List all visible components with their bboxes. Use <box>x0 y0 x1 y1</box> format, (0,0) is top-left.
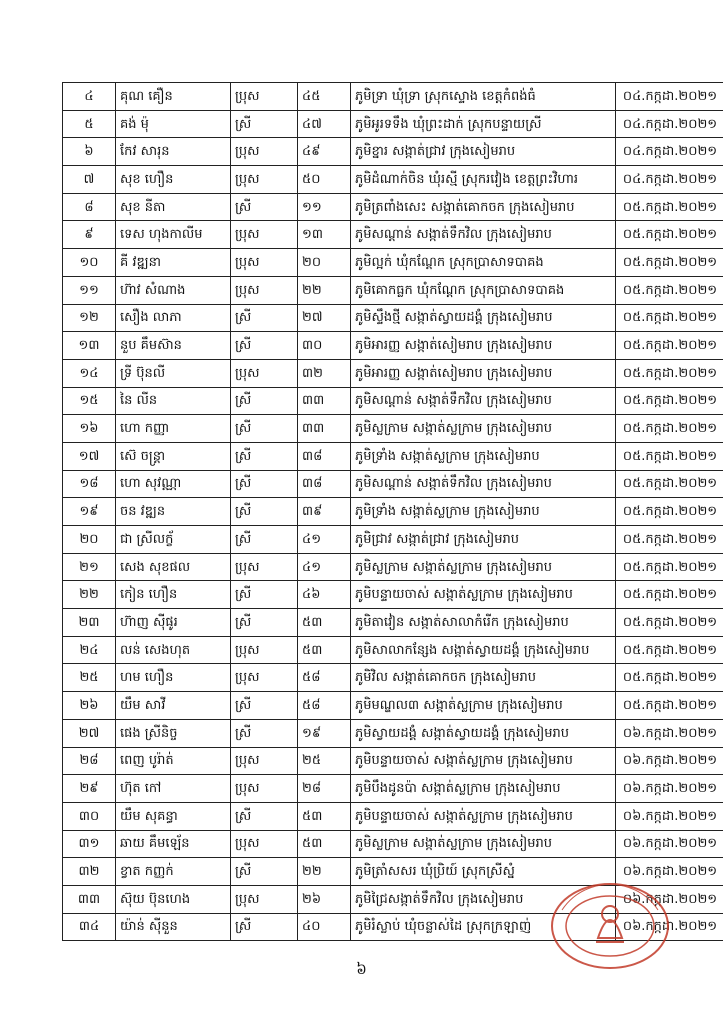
cell-sex: ស្រី <box>231 719 298 747</box>
table-row <box>63 332 723 360</box>
cell-sex: ស្រី <box>231 609 298 637</box>
cell-address: ភូមិសណ្តាន់ សង្កាត់ទឹកវិល ក្រុងសៀមរាប <box>351 387 616 415</box>
cell-address: ភូមិសាលាកន្សែង សង្កាត់ស្វាយដង្គំ ក្រុងសៀមរាប <box>351 636 616 664</box>
cell-address: ភូមិល្អក់ ឃុំកណ្តែក ស្រុកប្រាសាទបាគង <box>351 249 616 277</box>
cell-sex: ប្រុស <box>231 885 298 913</box>
cell-age: ២២ <box>298 276 351 304</box>
cell-row-number: ៥ <box>63 110 116 138</box>
cell-person-name: គី វឌ្ឍនា <box>116 249 231 277</box>
cell-sex: ស្រី <box>231 692 298 720</box>
table-row <box>63 470 723 498</box>
cell-address: ភូមិបន្ទាយចាស់ សង្កាត់ស្លក្រាម ក្រុងសៀមរាប <box>351 581 616 609</box>
cell-date: ០៦.កក្កដា.២០២១ <box>616 858 723 886</box>
cell-row-number: ៣១ <box>63 830 116 858</box>
cell-row-number: ៦ <box>63 138 116 166</box>
table-row <box>63 276 723 304</box>
cell-address: ភូមិជ្រាវ សង្កាត់ជ្រាវ ក្រុងសៀមរាប <box>351 526 616 554</box>
cell-sex: ស្រី <box>231 442 298 470</box>
cell-date: ០៦.កក្កដា.២០២១ <box>616 775 723 803</box>
cell-address: ភូមិមណ្ឌល៣ សង្កាត់ស្លក្រាម ក្រុងសៀមរាប <box>351 692 616 720</box>
cell-row-number: ២២ <box>63 581 116 609</box>
cell-address: ភូមិស្វាយដង្គំ សង្កាត់ស្វាយដង្គំ ក្រុងសៀមរាប <box>351 719 616 747</box>
cell-address: ភូមិត្រពាំងសេះ សង្កាត់គោកចក ក្រុងសៀមរាប <box>351 193 616 221</box>
cell-sex: ប្រុស <box>231 83 298 111</box>
cell-address: ភូមិទ្រា ឃុំទ្រា ស្រុកស្ទោង ខេត្តកំពង់ធំ <box>351 83 616 111</box>
cell-date: ០៦.កក្កដា.២០២១ <box>616 802 723 830</box>
cell-age: ៥៣ <box>298 802 351 830</box>
cell-address: ភូមិអូរទទឹង ឃុំព្រះដាក់ ស្រុកបន្ទាយស្រី <box>351 110 616 138</box>
cell-date: ០៥.កក្កដា.២០២១ <box>616 387 723 415</box>
cell-sex: ស្រី <box>231 581 298 609</box>
cell-address: ភូមិខ្នារ សង្កាត់ជ្រាវ ក្រុងសៀមរាប <box>351 138 616 166</box>
cell-age: ៣២ <box>298 359 351 387</box>
cell-sex: ប្រុស <box>231 747 298 775</box>
cell-person-name: សេង សុខផល <box>116 553 231 581</box>
cell-address: ភូមិបន្ទាយចាស់ សង្កាត់ស្លក្រាម ក្រុងសៀមរាប <box>351 747 616 775</box>
cell-person-name: សុខ ហឿន <box>116 166 231 194</box>
table-row <box>63 775 723 803</box>
cell-date: ០៤.កក្កដា.២០២១ <box>616 166 723 194</box>
cell-row-number: ២០ <box>63 526 116 554</box>
cell-person-name: ពេញ បូរ៉ាត់ <box>116 747 231 775</box>
cell-age: ៣៨ <box>298 470 351 498</box>
cell-age: ៤១ <box>298 553 351 581</box>
cell-sex: ប្រុស <box>231 553 298 581</box>
cell-row-number: ៩ <box>63 221 116 249</box>
table-row <box>63 636 723 664</box>
cell-age: ៤៥ <box>298 83 351 111</box>
table-row <box>63 830 723 858</box>
cell-sex: ប្រុស <box>231 664 298 692</box>
table-row <box>63 442 723 470</box>
cell-date: ០៤.កក្កដា.២០២១ <box>616 83 723 111</box>
cell-row-number: ៣៣ <box>63 885 116 913</box>
cell-age: ២៧ <box>298 304 351 332</box>
cell-row-number: ៨ <box>63 193 116 221</box>
table-row <box>63 193 723 221</box>
cell-person-name: គង់ ម៉ុ <box>116 110 231 138</box>
cell-age: ៣៣ <box>298 387 351 415</box>
cell-row-number: ២៩ <box>63 775 116 803</box>
cell-row-number: ១៤ <box>63 359 116 387</box>
table-row <box>63 553 723 581</box>
cell-age: ១៩ <box>298 719 351 747</box>
cell-person-name: ចន វឌ្ឍន <box>116 498 231 526</box>
table-row <box>63 359 723 387</box>
records-table-body <box>63 83 723 941</box>
cell-address: ភូមិទ្រាំង សង្កាត់ស្លក្រាម ក្រុងសៀមរាប <box>351 498 616 526</box>
cell-row-number: ៣៤ <box>63 913 116 941</box>
cell-sex: ប្រុស <box>231 138 298 166</box>
cell-sex: ស្រី <box>231 193 298 221</box>
cell-address: ភូមិដំណាក់ចិន ឃុំរស្មី ស្រុករវៀង ខេត្តព្រះវិហារ <box>351 166 616 194</box>
cell-address: ភូមិបន្ទាយចាស់ សង្កាត់ស្លក្រាម ក្រុងសៀមរាប <box>351 802 616 830</box>
cell-row-number: ១៧ <box>63 442 116 470</box>
cell-person-name: យឹម សុគន្ធា <box>116 802 231 830</box>
cell-date: ០៥.កក្កដា.២០២១ <box>616 193 723 221</box>
cell-date: ០៤.កក្កដា.២០២១ <box>616 110 723 138</box>
cell-row-number: ១៥ <box>63 387 116 415</box>
cell-row-number: ១២ <box>63 304 116 332</box>
cell-age: ៥០ <box>298 166 351 194</box>
cell-date: ០៥.កក្កដា.២០២១ <box>616 664 723 692</box>
table-row <box>63 609 723 637</box>
cell-row-number: ១១ <box>63 276 116 304</box>
cell-person-name: សឿង លាភា <box>116 304 231 332</box>
cell-age: ៥៣ <box>298 830 351 858</box>
cell-person-name: លន់ សេងហុត <box>116 636 231 664</box>
table-row <box>63 166 723 194</box>
cell-address: ភូមិសណ្តាន់ សង្កាត់ទឹកវិល ក្រុងសៀមរាប <box>351 470 616 498</box>
cell-row-number: ១៩ <box>63 498 116 526</box>
cell-person-name: ស៊េ ចន្ត្រា <box>116 442 231 470</box>
cell-age: ៥៨ <box>298 692 351 720</box>
cell-person-name: កៀន ហឿន <box>116 581 231 609</box>
cell-age: ៥៣ <box>298 636 351 664</box>
records-table <box>62 82 723 941</box>
cell-sex: ស្រី <box>231 526 298 554</box>
cell-person-name: យ៉ាន់ ស៊ីនួន <box>116 913 231 941</box>
cell-row-number: ២១ <box>63 553 116 581</box>
table-row <box>63 138 723 166</box>
table-row <box>63 526 723 554</box>
cell-date: ០៦.កក្កដា.២០២១ <box>616 719 723 747</box>
cell-person-name: ខ្វាត កញ្ញក់ <box>116 858 231 886</box>
cell-address: ភូមិវិល សង្កាត់គោកចក ក្រុងសៀមរាប <box>351 664 616 692</box>
cell-person-name: ឆាយ គឹមឡេ័ន <box>116 830 231 858</box>
cell-sex: ស្រី <box>231 802 298 830</box>
table-row <box>63 387 723 415</box>
cell-age: ៤១ <box>298 526 351 554</box>
cell-person-name: ហ៊ុត កៅ <box>116 775 231 803</box>
cell-person-name: គុណ គឿន <box>116 83 231 111</box>
cell-age: ២៥ <box>298 747 351 775</box>
cell-sex: ប្រុស <box>231 276 298 304</box>
cell-age: ៤៦ <box>298 581 351 609</box>
cell-date: ០៥.កក្កដា.២០២១ <box>616 609 723 637</box>
cell-address: ភូមិសណ្តាន់ សង្កាត់ទឹកវិល ក្រុងសៀមរាប <box>351 221 616 249</box>
cell-person-name: ហោ កញ្ញា <box>116 415 231 443</box>
cell-row-number: ១៨ <box>63 470 116 498</box>
cell-address: ភូមិអារញ្ញ សង្កាត់សៀមរាប ក្រុងសៀមរាប <box>351 359 616 387</box>
cell-address: ភូមិតាវៀន សង្កាត់សាលាកំរើក ក្រុងសៀមរាប <box>351 609 616 637</box>
cell-sex: ស្រី <box>231 304 298 332</box>
cell-address: ភូមិស្លក្រាម សង្កាត់ស្លក្រាម ក្រុងសៀមរាប <box>351 553 616 581</box>
cell-age: ៤០ <box>298 913 351 941</box>
cell-date: ០៥.កក្កដា.២០២១ <box>616 249 723 277</box>
cell-person-name: នៃ លីន <box>116 387 231 415</box>
cell-date: ០៤.កក្កដា.២០២១ <box>616 138 723 166</box>
cell-address: ភូមិអារញ្ញ សង្កាត់សៀមរាប ក្រុងសៀមរាប <box>351 332 616 360</box>
table-row <box>63 747 723 775</box>
cell-sex: ស្រី <box>231 387 298 415</box>
cell-row-number: ២៨ <box>63 747 116 775</box>
cell-age: ២៦ <box>298 885 351 913</box>
cell-date: ០៦.កក្កដា.២០២១ <box>616 913 723 941</box>
cell-person-name: ជា ស្រីលក្ខ័ <box>116 526 231 554</box>
cell-date: ០៥.កក្កដា.២០២១ <box>616 581 723 609</box>
cell-sex: ស្រី <box>231 913 298 941</box>
cell-date: ០៦.កក្កដា.២០២១ <box>616 747 723 775</box>
cell-sex: ស្រី <box>231 858 298 886</box>
table-row <box>63 83 723 111</box>
cell-age: ៥៨ <box>298 664 351 692</box>
cell-person-name: ទេស ហុងកាលីម <box>116 221 231 249</box>
table-row <box>63 249 723 277</box>
cell-age: ៣៩ <box>298 498 351 526</box>
cell-age: ៣០ <box>298 332 351 360</box>
cell-address: ភូមិបឹងដូនប៉ា សង្កាត់ស្លក្រាម ក្រុងសៀមរាប <box>351 775 616 803</box>
cell-person-name: នួប គឹមស៊ាន <box>116 332 231 360</box>
cell-person-name: កែវ សារុន <box>116 138 231 166</box>
cell-person-name: សុខ នីតា <box>116 193 231 221</box>
cell-date: ០៥.កក្កដា.២០២១ <box>616 636 723 664</box>
cell-age: ៣៣ <box>298 415 351 443</box>
cell-sex: ប្រុស <box>231 775 298 803</box>
cell-sex: ប្រុស <box>231 830 298 858</box>
cell-sex: ប្រុស <box>231 636 298 664</box>
cell-person-name: ហ៊ាវ សំណាង <box>116 276 231 304</box>
cell-date: ០៥.កក្កដា.២០២១ <box>616 221 723 249</box>
cell-row-number: ១៦ <box>63 415 116 443</box>
cell-sex: ស្រី <box>231 498 298 526</box>
cell-date: ០៦.កក្កដា.២០២១ <box>616 885 723 913</box>
cell-row-number: ២៥ <box>63 664 116 692</box>
cell-age: ៣៨ <box>298 442 351 470</box>
cell-person-name: យឹម សាវី <box>116 692 231 720</box>
cell-address: ភូមិស្ទឹងថ្មី សង្កាត់ស្វាយដង្គំ ក្រុងសៀមរាប <box>351 304 616 332</box>
cell-date: ០៥.កក្កដា.២០២១ <box>616 276 723 304</box>
cell-date: ០៦.កក្កដា.២០២១ <box>616 830 723 858</box>
cell-sex: ប្រុស <box>231 166 298 194</box>
cell-row-number: ១៣ <box>63 332 116 360</box>
cell-row-number: ៣០ <box>63 802 116 830</box>
table-row <box>63 802 723 830</box>
cell-person-name: ផេង ស្រីនិច្ច <box>116 719 231 747</box>
cell-date: ០៥.កក្កដា.២០២១ <box>616 359 723 387</box>
cell-row-number: ២៦ <box>63 692 116 720</box>
page-number: ៦ <box>356 960 367 978</box>
cell-age: ២០ <box>298 249 351 277</box>
cell-row-number: ១០ <box>63 249 116 277</box>
table-row <box>63 221 723 249</box>
cell-person-name: ហោ សុវណ្ណា <box>116 470 231 498</box>
cell-row-number: ២៤ <box>63 636 116 664</box>
table-row <box>63 719 723 747</box>
cell-date: ០៥.កក្កដា.២០២១ <box>616 498 723 526</box>
official-seal-stamp <box>548 880 678 972</box>
cell-age: ២៨ <box>298 775 351 803</box>
cell-row-number: ២៣ <box>63 609 116 637</box>
cell-date: ០៥.កក្កដា.២០២១ <box>616 692 723 720</box>
cell-address: ភូមិជ្រៃសង្កាត់ទឹកវិល ក្រុងសៀមរាប <box>351 885 616 913</box>
table-row <box>63 415 723 443</box>
table-row <box>63 304 723 332</box>
cell-sex: ស្រី <box>231 332 298 360</box>
cell-date: ០៥.កក្កដា.២០២១ <box>616 553 723 581</box>
cell-date: ០៥.កក្កដា.២០២១ <box>616 415 723 443</box>
cell-sex: ប្រុស <box>231 359 298 387</box>
cell-sex: ប្រុស <box>231 249 298 277</box>
cell-person-name: ទ្រី ប៊ុនលី <box>116 359 231 387</box>
cell-sex: ស្រី <box>231 415 298 443</box>
cell-sex: ប្រុស <box>231 221 298 249</box>
cell-age: ៥៣ <box>298 609 351 637</box>
cell-age: ២២ <box>298 858 351 886</box>
table-row <box>63 581 723 609</box>
cell-sex: ស្រី <box>231 110 298 138</box>
cell-row-number: ៣២ <box>63 858 116 886</box>
cell-person-name: ស៊ុយ ប៊ុនហេង <box>116 885 231 913</box>
table-row <box>63 498 723 526</box>
cell-address: ភូមិគោកធ្លក ឃុំកណ្តែក ស្រុកប្រាសាទបាគង <box>351 276 616 304</box>
table-row <box>63 692 723 720</box>
cell-row-number: ៤ <box>63 83 116 111</box>
cell-age: ១៣ <box>298 221 351 249</box>
cell-age: ១១ <box>298 193 351 221</box>
cell-date: ០៥.កក្កដា.២០២១ <box>616 442 723 470</box>
cell-address: ភូមិស្លក្រាម សង្កាត់ស្លក្រាម ក្រុងសៀមរាប <box>351 415 616 443</box>
cell-address: ភូមិត្រាំសសរ ឃុំប្រិយ៍ ស្រុកស្រីស្នំ <box>351 858 616 886</box>
cell-date: ០៥.កក្កដា.២០២១ <box>616 332 723 360</box>
table-row <box>63 664 723 692</box>
cell-address: ភូមិទ្រាំង សង្កាត់ស្លក្រាម ក្រុងសៀមរាប <box>351 442 616 470</box>
cell-row-number: ២៧ <box>63 719 116 747</box>
cell-age: ៤៧ <box>298 110 351 138</box>
cell-age: ៤៩ <box>298 138 351 166</box>
table-row <box>63 110 723 138</box>
cell-sex: ស្រី <box>231 470 298 498</box>
cell-date: ០៥.កក្កដា.២០២១ <box>616 470 723 498</box>
cell-date: ០៥.កក្កដា.២០២១ <box>616 526 723 554</box>
cell-address: ភូមិស្លក្រាម សង្កាត់ស្លក្រាម ក្រុងសៀមរាប <box>351 830 616 858</box>
cell-person-name: ហម ហឿន <box>116 664 231 692</box>
cell-row-number: ៧ <box>63 166 116 194</box>
cell-date: ០៥.កក្កដា.២០២១ <box>616 304 723 332</box>
cell-address: ភូមិរំស្លាប់ ឃុំចន្លាស់ដៃ ស្រុកក្រឡាញ់ <box>351 913 616 941</box>
cell-person-name: ហ៊ាញ ស៊ីផូរ <box>116 609 231 637</box>
